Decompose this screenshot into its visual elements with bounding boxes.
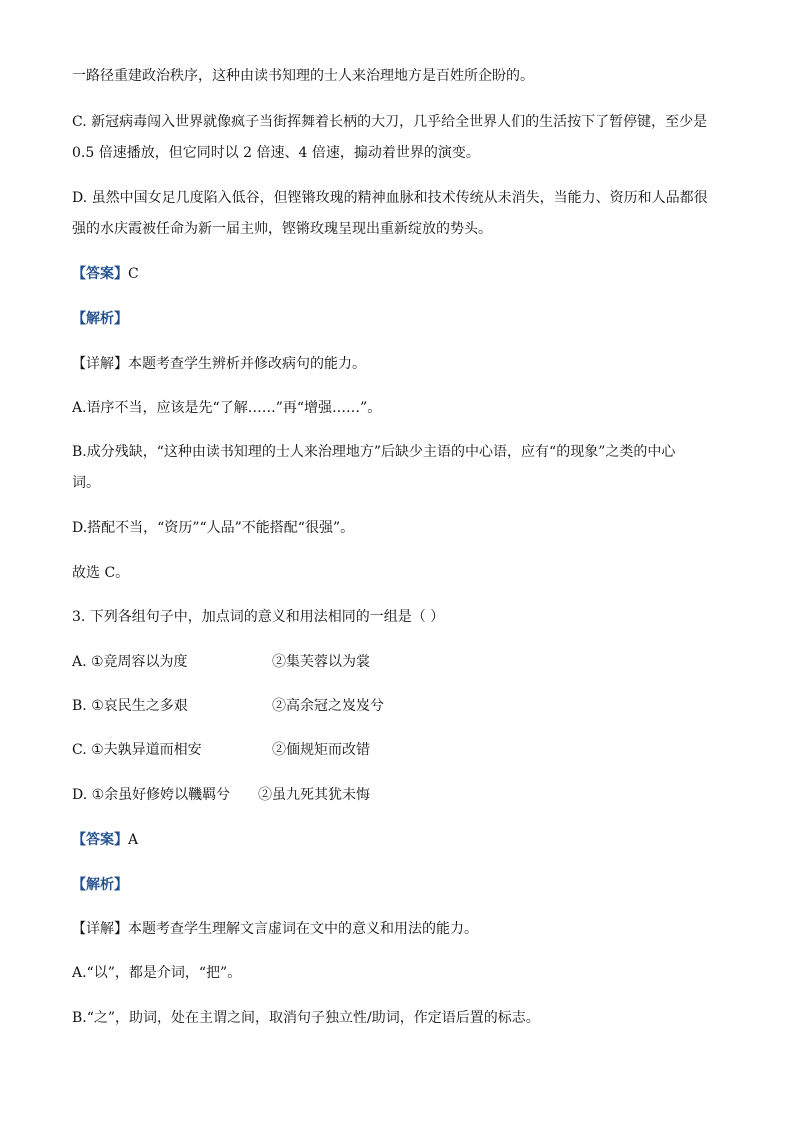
detail-text: 本题考查学生理解文言虚词在文中的意义和用法的能力。 <box>128 921 478 937</box>
q3-option-d <box>72 785 722 805</box>
answer-tag: 【答案】 <box>72 832 128 848</box>
q2-option-d-line1: D. 虽然中国女足几度陷入低谷，但铿锵玫瑰的精神血脉和技术传统从未消失，当能力、资历和人品都很 <box>72 190 708 206</box>
answer-tag: 【答案】 <box>72 266 128 282</box>
q3-analysis-b: B.“之”，助词，处在主谓之间，取消句子独立性/助词，作定语后置的标志。 <box>72 1010 540 1026</box>
q3-option-a <box>72 652 722 672</box>
q3-detail <box>72 919 722 939</box>
q3-option-c-left: C. ①夫孰异道而相安 <box>72 742 202 758</box>
analysis-tag: 【解析】 <box>72 311 128 327</box>
q2-option-c-line2: 0.5 倍速播放，但它同时以 2 倍速、4 倍速，搧动着世界的演变。 <box>72 145 480 161</box>
q2-analysis-b-line2: 词。 <box>72 475 100 491</box>
q3-stem: 3. 下列各组句子中，加点词的意义和用法相同的一组是（ ） <box>72 609 445 625</box>
q2-analysis-d: D.搭配不当，“资历”“人品”不能搭配“很强”。 <box>72 520 355 536</box>
q3-option-a-right: ②集芙蓉以为裳 <box>272 654 370 670</box>
q2-answer <box>72 264 722 284</box>
q3-option-d-left: D. ①余虽好修姱以鞿羁兮 <box>72 787 231 803</box>
analysis-tag: 【解析】 <box>72 877 128 893</box>
q3-answer <box>72 830 722 850</box>
q2-option-c-line1: C. 新冠病毒闯入世界就像疯子当街挥舞着长柄的大刀，几乎给全世界人们的生活按下了暂停键，至少是 <box>72 114 708 130</box>
q3-option-b-left: B. ①哀民生之多艰 <box>72 698 188 714</box>
q3-analysis-heading <box>72 875 722 895</box>
detail-text: 本题考查学生辨析并修改病句的能力。 <box>128 356 366 372</box>
q2-analysis-heading <box>72 309 722 329</box>
q2-detail <box>72 354 722 374</box>
q2-analysis-a: A.语序不当，应该是先“了解……”再“增强……”。 <box>72 400 382 416</box>
q2-analysis-b-line1: B.成分残缺，“这种由读书知理的士人来治理地方”后缺少主语的中心语，应有“的现象”之类的中心 <box>72 444 676 460</box>
q2-option-d-line2: 强的水庆霞被任命为新一届主帅，铿锵玫瑰呈现出重新绽放的势头。 <box>72 221 492 237</box>
detail-tag: 【详解】 <box>72 356 128 372</box>
q2-option-b-continued: 一路径重建政治秩序，这种由读书知理的士人来治理地方是百姓所企盼的。 <box>72 68 534 84</box>
q3-analysis-a: A.“以”，都是介词，“把”。 <box>72 965 242 981</box>
q3-option-c <box>72 740 722 760</box>
q3-option-b-right: ②高余冠之岌岌兮 <box>272 698 384 714</box>
q3-option-c-right: ②偭规矩而改错 <box>272 742 370 758</box>
answer-value: A <box>128 832 139 848</box>
q3-option-a-left: A. ①竞周容以为度 <box>72 654 188 670</box>
answer-value: C <box>128 266 139 282</box>
q3-option-d-right: ②虽九死其犹未悔 <box>258 787 370 803</box>
q3-option-b <box>72 696 722 716</box>
q2-conclusion: 故选 C。 <box>72 565 130 581</box>
detail-tag: 【详解】 <box>72 921 128 937</box>
